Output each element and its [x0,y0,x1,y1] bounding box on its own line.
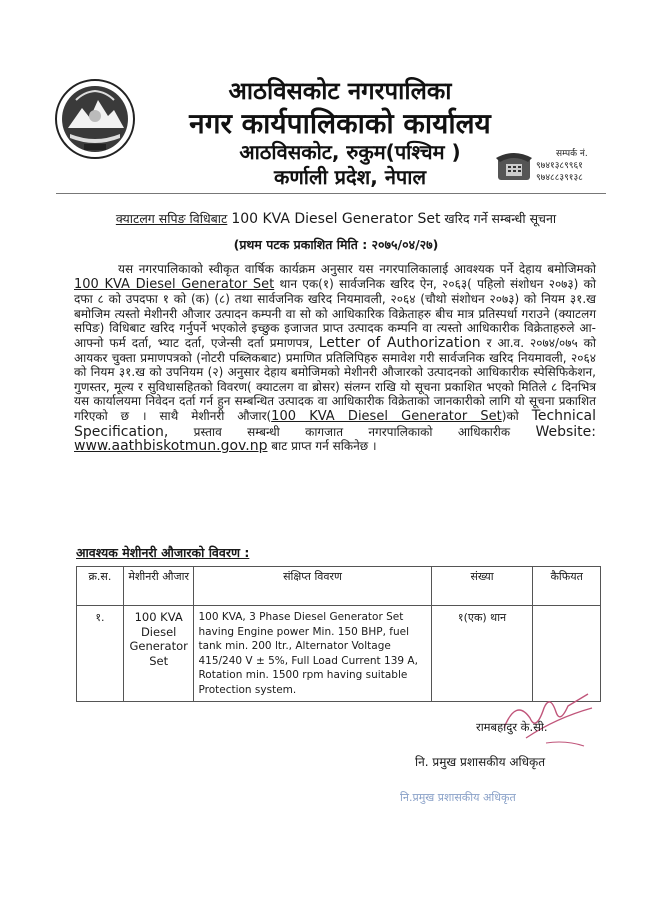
contact-label: सम्पर्क नं. [556,149,588,159]
body-letter-of-authorization: Letter of Authorization [318,334,481,351]
cell-serial: १. [77,606,124,702]
header-divider [56,193,606,194]
website-link[interactable]: www.aathbiskotmun.gov.np [74,438,268,455]
body-paragraph [74,262,596,454]
col-quantity: संख्या [431,567,533,606]
table-header-row [77,567,601,606]
cell-description: 100 KVA, 3 Phase Diesel Generator Set having Engine power Min. 150 BHP, fuel tank min. 200 ltr., Alternator Voltage 415/240 V ± 5%, Full Load Current 139 A, Rotation min. 1500 rpm having suitable Protection system. [194,606,431,702]
signature-scrawl-icon [496,688,596,748]
body-technical-spec: Technical Specification, [74,407,596,440]
cell-quantity: १(एक) थान [431,606,533,702]
body-s7: )को [501,408,519,423]
machinery-section-heading: आवश्यक मेशीनरी औजारको विवरण : [76,545,250,560]
col-description: संक्षिप्त विवरण [194,567,431,606]
header-address: आठविसकोट, रुकुम(पश्चिम ) [239,140,461,164]
phone-number-2: ९७४८८३९१३८ [536,173,583,183]
header-municipality: आठविसकोट नगरपालिका [228,77,452,105]
col-serial: क्र.स. [77,567,124,606]
phone-number-1: ९७४१३८९९६१ [536,161,583,171]
body-item-name: 100 KVA Diesel Generator Set [74,276,275,292]
col-remarks: कैफियत [533,567,601,606]
body-s1: यस नगरपालिकाको स्वीकृत वार्षिक कार्यक्रम अनुसार यस नगरपालिकालाई आवश्यक पर्ने देहाय बमोजिमको [118,262,596,276]
body-s3: थान एक(१) सार्वजनिक खरिद ऐन, २०६३( पहिलो संशोधन २०७३) को दफा ८ को उपदफा १ को (क) (८) तथा सार्वजनिक खरिद नियमावली, २०६४ (चौथो संशोधन २०७३) को नियम ३१.ख बमोजिम त्यस्तो मेशीनरी औजार उत्पादन कम्पनी वा सो को आधिकारिक विक्रेताहरु बीच मात्र प्रतिस्पर्धा गराउने (क्याटलग सपिङ) विधिबाट खरिद गर्नुपर्ने भएकोले इच्छुक इजाजत प्राप्त उत्पादक कम्पनि वा त्यस्तो आधिकारीक विक्रेताहरुले आ-आफ्नो फर्म दर्ता, भ्याट दर्ता, एजेन्सी दर्ता प्रमाणपत्र, [74,276,596,350]
publish-date: (प्रथम पटक प्रकाशित मिति : २०७५/०४/२७) [233,237,439,252]
body-s9: प्रस्ताव सम्बन्धी कागजात नगरपालिकाको आधिकारीक [193,424,511,439]
signatory-name: रामबहादुर के.सी. [476,720,548,734]
official-stamp: नि.प्रमुख प्रशासकीय अधिकृत [400,791,516,804]
notice-subject [66,210,606,227]
subject-item: 100 KVA Diesel Generator Set [231,211,441,227]
contact-block [536,148,588,184]
body-item-name-2: 100 KVA Diesel Generator Set [271,408,502,424]
body-website-label: Website: [535,423,596,440]
notice-body [74,262,596,454]
body-s5: र आ.व. २०७४/०७५ को आयकर चुक्ता प्रमाणपत्रको (नोटरी पब्लिकबाट) प्रमाणित प्रतिलिपिहरु समावेश गरी सार्वजनिक खरिद नियमावली, २०६४ को नियम ३१.ख को उपनियम (२) अनुसार देहाय बमोजिमको मेशीनरी औजारको उत्पादनको आधिकारीक स्पेसिफिकेशन, गुणस्तर, मूल्य र सुविधासहितको विवरण( क्याटलग वा ब्रोसर) संलग्न राखि यो सूचना प्रकाशित भएको मितिले ८ दिनभित्र यस कार्यालयमा निवेदन दर्ता गर्न हुन सम्बन्धित उत्पादक वा आधिकारीक विक्रेताको जानकारीको लागि यो सूचना प्रकाशित गरिएको छ । साथै मेशीनरी औजार( [74,335,596,423]
subject-method: क्याटलग सपिङ विधिबाट [115,211,228,226]
telephone-icon [494,148,534,182]
col-machinery: मेशीनरी औजार [123,567,194,606]
nepal-emblem-icon [54,78,136,160]
header-province: कर्णाली प्रदेश, नेपाल [273,165,427,189]
subject-purpose: खरिद गर्ने सम्बन्धी सूचना [444,211,557,226]
header-office: नगर कार्यपालिकाको कार्यालय [189,107,491,140]
cell-machinery: 100 KVA Diesel Generator Set [123,606,194,702]
machinery-table [76,566,601,702]
signatory-title: नि. प्रमुख प्रशासकीय अधिकृत [415,755,546,769]
body-s12: बाट प्राप्त गर्न सकिनेछ । [271,439,377,454]
